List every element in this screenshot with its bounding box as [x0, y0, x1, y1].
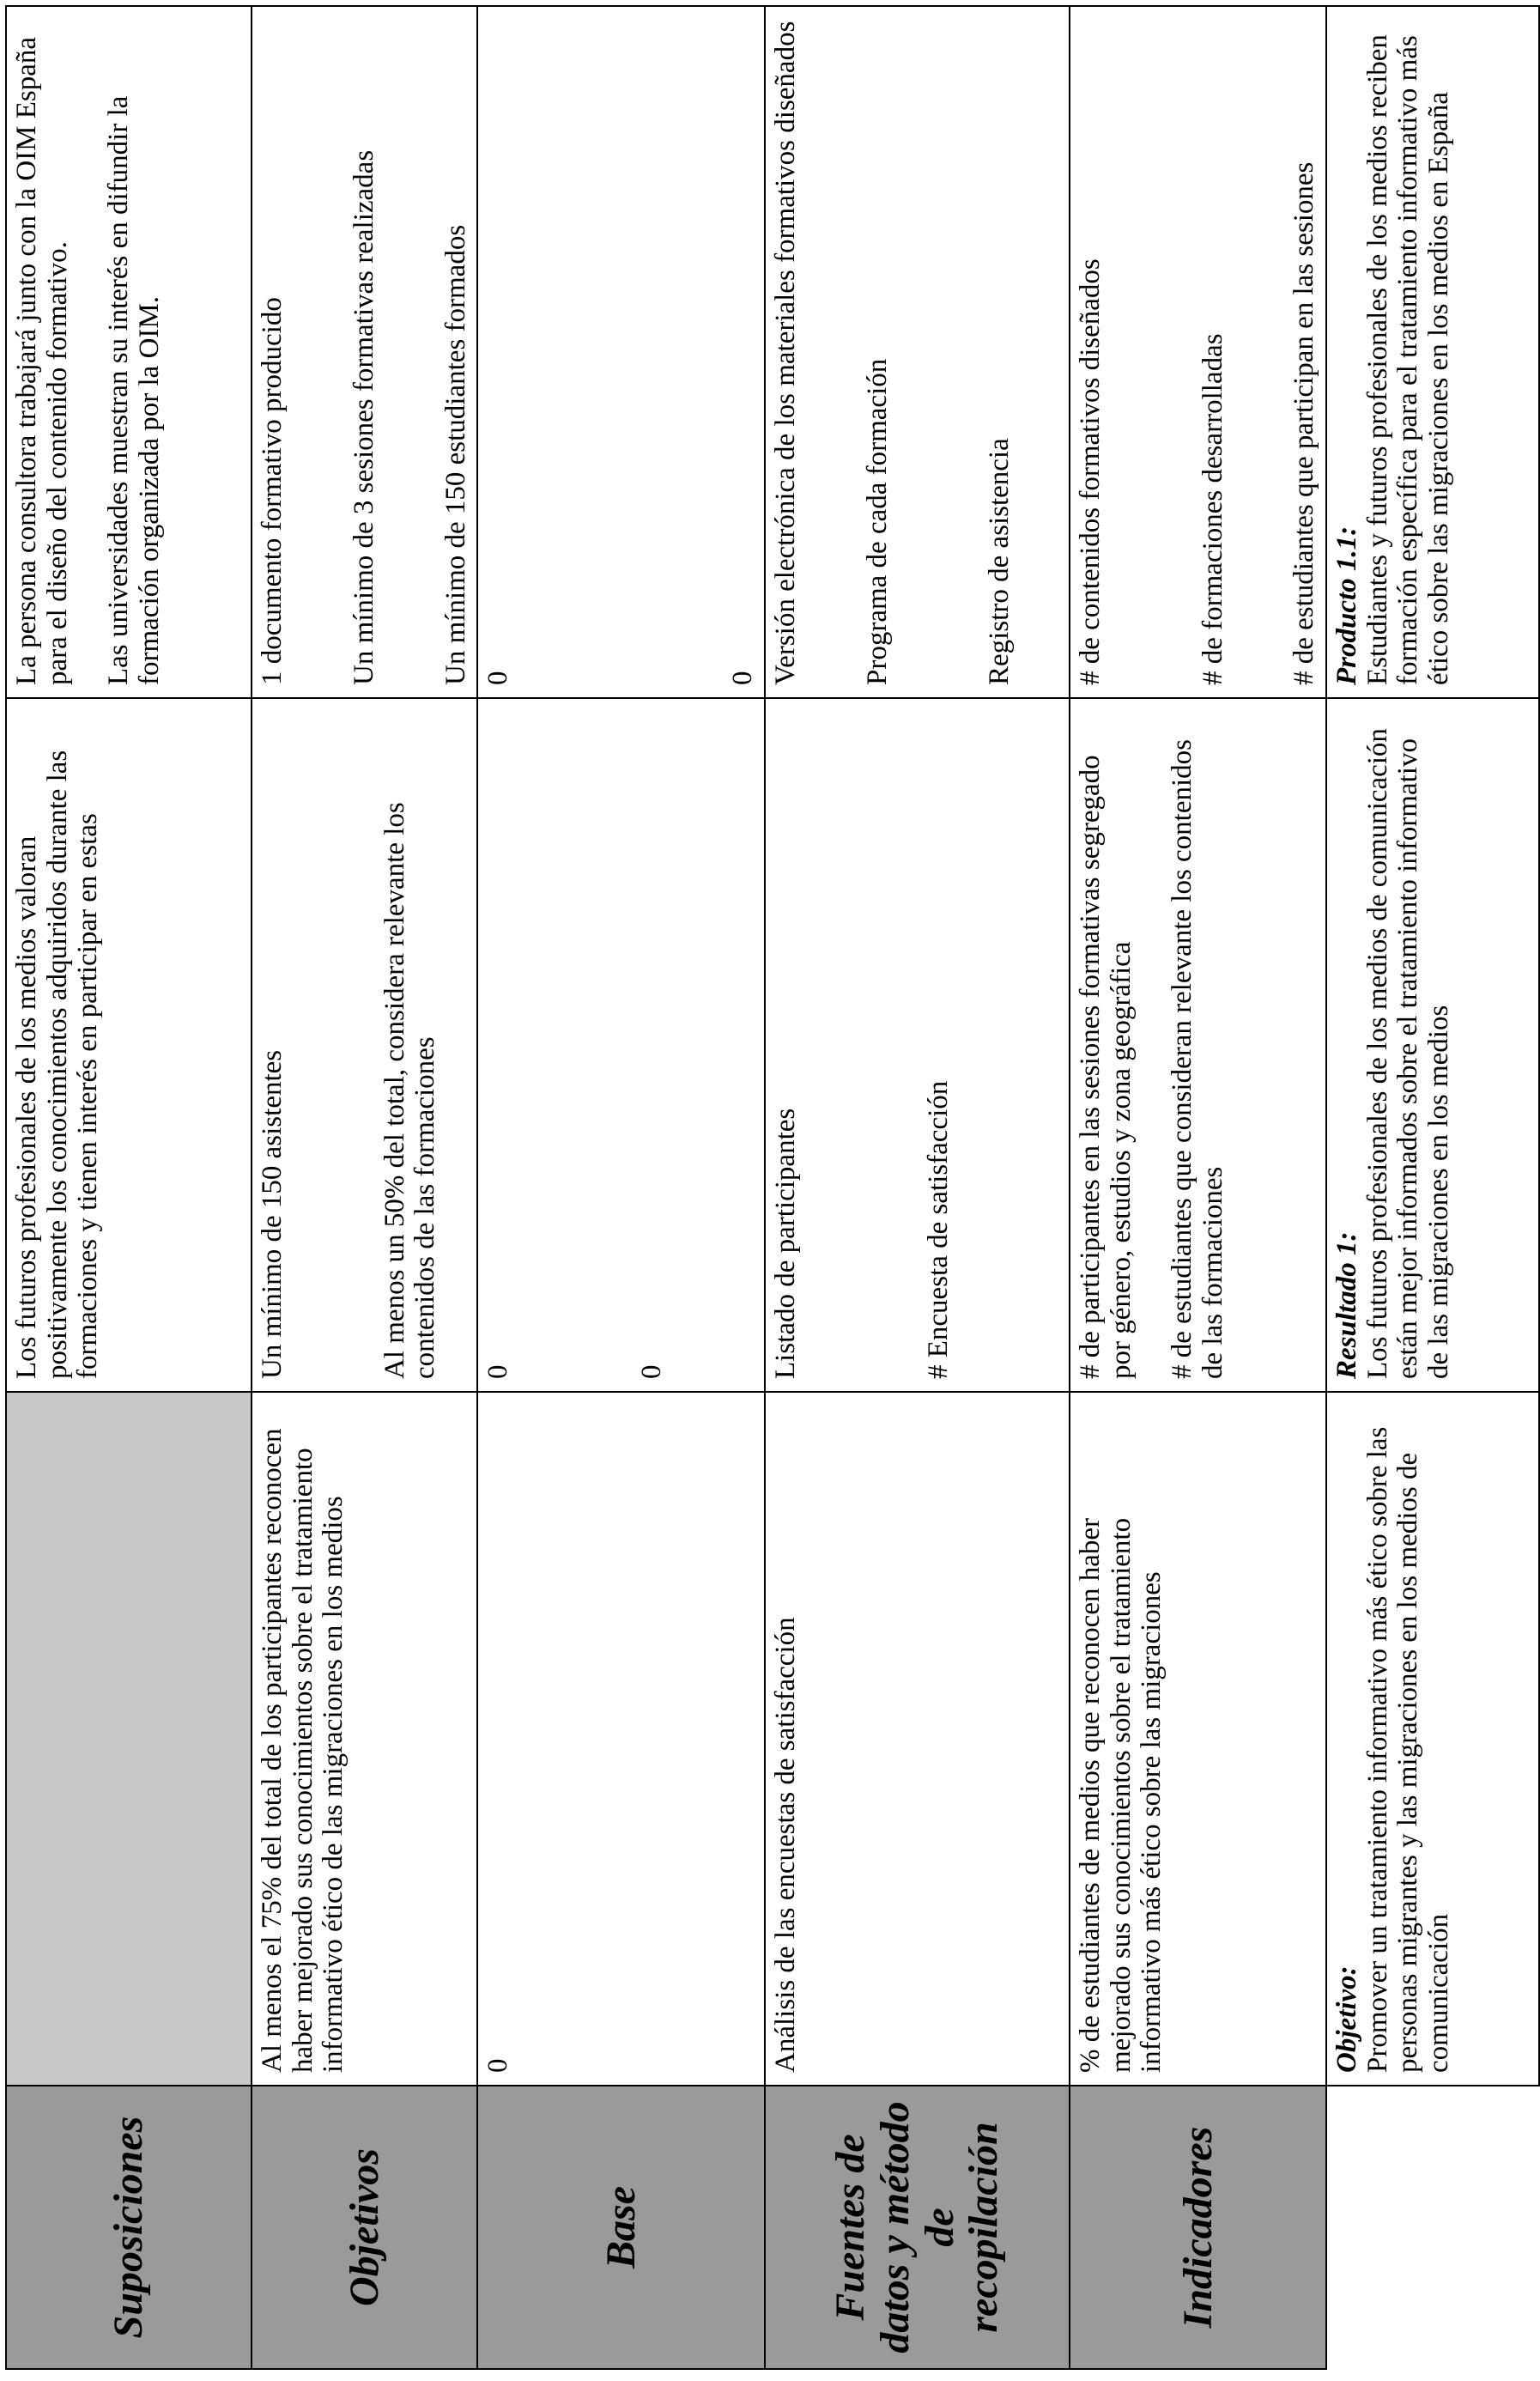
- header-corner: [1326, 2086, 1539, 2369]
- row-fuentes: [765, 6, 1070, 2369]
- cell-base: 0 0: [477, 698, 765, 1392]
- cell-fuentes: Análisis de las encuestas de satisfacción: [765, 1392, 1070, 2086]
- row-objetivos: [252, 6, 477, 2369]
- cell-objetivos: Un mínimo de 150 asistentes Al menos un 50% del total, considera relevante los contenidos de las formaciones: [252, 698, 477, 1392]
- cell-fuentes: Versión electrónica de los materiales formativos diseñados Programa de cada formación Registro de asistencia: [765, 6, 1070, 698]
- row-indicadores: [1070, 6, 1326, 2369]
- header-suposiciones: Suposiciones: [6, 2086, 252, 2369]
- row-headings: [1326, 6, 1539, 2369]
- row-suposiciones: [6, 6, 252, 2369]
- row-base: [477, 6, 765, 2369]
- cell-indicadores: % de estudiantes de medios que reconocen haber mejorado sus conocimientos sobre el tratamiento informativo más ético sobre las migraciones: [1070, 1392, 1326, 2086]
- row-heading-text: Estudiantes y futuros profesionales de los medios reciben formación específica para el tratamiento informativo más ético sobre las migraciones en los medios en España: [1361, 34, 1454, 685]
- header-base: Base: [477, 2086, 765, 2369]
- row-heading-title: Producto 1.1:: [1331, 525, 1362, 685]
- row-heading-title: Objetivo:: [1331, 1965, 1362, 2073]
- row-heading-text: Promover un tratamiento informativo más ético sobre las personas migrantes y las migraciones en los medios de comunicación: [1361, 1426, 1454, 2073]
- cell-base: 0 0: [477, 6, 765, 698]
- cell-fuentes: Listado de participantes # Encuesta de satisfacción: [765, 698, 1070, 1392]
- header-objetivos: Objetivos: [252, 2086, 477, 2369]
- row-heading-text: Los futuros profesionales de los medios de comunicación están mejor informados sobre el tratamiento informativo de las migraciones en los medios: [1361, 728, 1454, 1379]
- header-indicadores: Indicadores: [1070, 2086, 1326, 2369]
- logical-framework-table: [5, 5, 1540, 2370]
- row-heading-title: Resultado 1:: [1331, 1231, 1362, 1379]
- cell-indicadores: # de participantes en las sesiones formativas segregado por género, estudios y zona geográfica # de estudiantes que consideran relevante los contenidos de las formaciones: [1070, 698, 1326, 1392]
- cell-suposiciones: Los futuros profesionales de los medios valoran positivamente los conocimientos adquiridos durante las formaciones y tienen interés en participar en estas: [6, 698, 252, 1392]
- row-heading-0: [1326, 1392, 1539, 2086]
- header-fuentes: Fuentes de datos y método de recopilación: [765, 2086, 1070, 2369]
- cell-suposiciones: [6, 1392, 252, 2086]
- cell-objetivos: 1 documento formativo producido Un mínimo de 3 sesiones formativas realizadas Un mínimo de 150 estudiantes formados: [252, 6, 477, 698]
- row-heading-2: [1326, 6, 1539, 698]
- cell-suposiciones: La persona consultora trabajará junto con la OIM España para el diseño del contenido formativo. Las universidades muestran su interés en difundir la formación organizada por la OIM.: [6, 6, 252, 698]
- cell-objetivos: Al menos el 75% del total de los participantes reconocen haber mejorado sus conocimientos sobre el tratamiento informativo ético de las migraciones en los medios: [252, 1392, 477, 2086]
- cell-base: 0: [477, 1392, 765, 2086]
- cell-indicadores: # de contenidos formativos diseñados # de formaciones desarrolladas # de estudiantes que participan en las sesiones: [1070, 6, 1326, 698]
- row-heading-1: [1326, 698, 1539, 1392]
